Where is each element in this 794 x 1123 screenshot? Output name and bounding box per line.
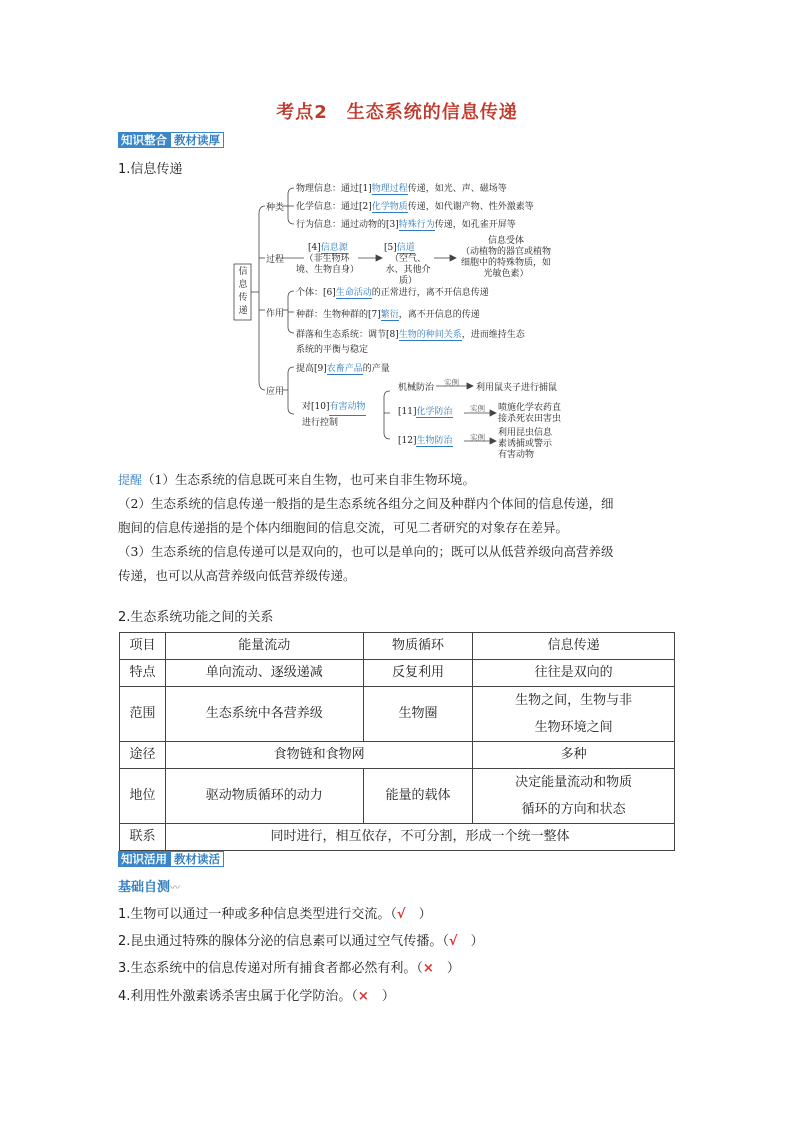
table-cell: 往往是双向的	[473, 660, 675, 687]
process-receiver: 信息受体 （动植物的器官或植物细胞中的特殊物质，如光敏色素）	[460, 236, 551, 279]
quiz-item: 3.生态系统中的信息传递对所有捕食者都必然有利。（× ）	[118, 961, 460, 976]
effect-individual: 个体：[6]生命活动的正常进行，离不开信息传递	[296, 285, 489, 299]
page-title: 考点2 生态系统的信息传递	[276, 102, 518, 123]
control-chemical: [11]化学防治	[398, 404, 453, 418]
answer-blank: 生物的种间关系	[399, 327, 462, 341]
answer-blank: 物理过程	[372, 181, 408, 195]
root-char: 递	[238, 306, 248, 316]
table-cell: 生态系统中各营养级	[165, 687, 363, 742]
kinds-label: 种类	[266, 203, 285, 213]
apply-label: 应用	[266, 387, 285, 397]
table-cell: 联系	[120, 824, 166, 851]
biological-example: 利用昆虫信息素诱捕或警示有害动物	[498, 428, 553, 460]
answer-blank: 有害动物	[329, 400, 365, 416]
note-3: （3）生态系统的信息传递可以是双向的，也可以是单向的；既可以从低营养级向高营养级	[118, 544, 614, 559]
answer-blank: 化学物质	[372, 199, 408, 213]
note-2-cont: 胞间的信息传递指的是个体内细胞间的信息交流，可见二者研究的对象存在差异。	[118, 520, 569, 535]
effect-population: 种群：生物种群的[7]繁衍，离不开信息的传递	[296, 307, 480, 321]
section-tag-practice	[118, 851, 224, 867]
table-row	[120, 660, 675, 687]
kind-physical: 物理信息：通过[1]物理过程传递，如光、声、磁场等	[296, 181, 507, 195]
root-char: 信	[238, 267, 248, 277]
process-source-note: （非生物环境、生物自身）	[296, 254, 360, 275]
answer-blank: 信道	[397, 240, 415, 254]
cross-mark: ×	[357, 989, 369, 1004]
table-row	[120, 824, 675, 851]
table-cell: 能量的载体	[363, 769, 473, 824]
answer-blank: 生物防治	[416, 433, 452, 447]
table-cell: 信息传递	[473, 633, 675, 660]
mechanical-example: 利用鼠夹子进行捕鼠	[476, 383, 558, 393]
effect-community: 群落和生态系统：调节[8]生物的种间关系，进而维持生态	[296, 327, 525, 341]
quiz-item: 4.利用性外激素诱杀害虫属于化学防治。（× ）	[118, 989, 395, 1004]
quiz-heading: 基础自测〰	[118, 880, 181, 895]
effect-label: 作用	[266, 309, 285, 319]
table-cell: 决定能量流动和物质 循环的方向和状态	[473, 769, 675, 824]
mindmap-root	[237, 266, 249, 318]
apply-control: 对[10]有害动物 进行控制	[302, 402, 366, 428]
table-header	[120, 633, 675, 660]
effect-community-cont: 系统的平衡与稳定	[296, 345, 369, 355]
control-mechanical: 机械防治	[398, 383, 435, 393]
chemical-example: 喷施化学农药直接杀死农田害虫	[498, 403, 562, 424]
section-heading: 2.生态系统功能之间的关系	[118, 610, 274, 625]
answer-blank: 生命活动	[336, 285, 372, 299]
tag-sublabel: 教材读活	[170, 851, 224, 867]
process-channel-note: （空气、水、其他介质）	[385, 254, 431, 286]
reminder-label: 提醒	[118, 473, 143, 487]
mindmap	[118, 176, 678, 466]
table-cell: 范围	[120, 687, 166, 742]
answer-blank: 化学防治	[416, 404, 452, 418]
table-cell: 项目	[120, 633, 166, 660]
process-label: 过程	[266, 255, 285, 265]
answer-blank: 信息源	[321, 240, 348, 254]
answer-blank: 繁衍	[381, 307, 399, 321]
answer-blank: 特殊行为	[399, 217, 435, 231]
section-tag-knowledge	[118, 132, 224, 148]
tag-label: 知识整合	[118, 132, 170, 148]
table-cell: 生物圈	[363, 687, 473, 742]
answer-blank: 农畜产品	[327, 361, 363, 375]
table-row	[120, 687, 675, 742]
kind-chemical: 化学信息：通过[2]化学物质传递，如代谢产物、性外激素等	[296, 199, 534, 213]
table-cell: 单向流动、逐级递减	[165, 660, 363, 687]
process-source: [4]信息源	[308, 240, 348, 254]
root-char: 传	[238, 293, 248, 303]
cross-mark: ×	[422, 961, 434, 976]
root-char: 息	[238, 280, 248, 290]
table-row	[120, 742, 675, 769]
example-tag: 实例	[470, 433, 485, 442]
table-cell: 驱动物质循环的动力	[165, 769, 363, 824]
reminder-notes	[118, 468, 678, 588]
kind-behavior: 行为信息：通过动物的[3]特殊行为传递，如孔雀开屏等	[296, 217, 516, 231]
table-cell: 食物链和食物网	[165, 742, 472, 769]
table-cell: 地位	[120, 769, 166, 824]
quiz-item: 1.生物可以通过一种或多种信息类型进行交流。（√ ）	[118, 907, 432, 922]
table-cell: 特点	[120, 660, 166, 687]
check-mark: √	[448, 934, 458, 949]
table-cell: 同时进行，相互依存，不可分割，形成一个统一整体	[165, 824, 674, 851]
quiz-item: 2.昆虫通过特殊的腺体分泌的信息素可以通过空气传播。（√ ）	[118, 934, 484, 949]
wave-icon: 〰	[170, 883, 181, 894]
note-3-cont: 传递，也可以从高营养级向低营养级传递。	[118, 568, 356, 583]
table-cell: 能量流动	[165, 633, 363, 660]
tag-sublabel: 教材读厚	[170, 132, 224, 148]
function-relation-table	[119, 632, 675, 851]
table-cell: 反复利用	[363, 660, 473, 687]
apply-raise: 提高[9]农畜产品的产量	[296, 361, 390, 375]
table-cell: 物质循环	[363, 633, 473, 660]
check-mark: √	[396, 907, 406, 922]
note-2: （2）生态系统的信息传递一般指的是生态系统各组分之间及种群内个体间的信息传递，细	[118, 496, 614, 511]
process-channel: [5]信道	[384, 240, 415, 254]
note-1: 提醒（1）生态系统的信息既可来自生物，也可来自非生物环境。	[118, 472, 475, 487]
tag-label: 知识活用	[118, 851, 170, 867]
control-biological: [12]生物防治	[398, 433, 453, 447]
table-row	[120, 769, 675, 824]
example-tag: 实例	[470, 404, 485, 413]
section-heading: 1.信息传递	[118, 162, 183, 177]
table-cell: 途径	[120, 742, 166, 769]
example-tag: 实例	[444, 378, 459, 387]
table-cell: 生物之间，生物与非 生物环境之间	[473, 687, 675, 742]
table-cell: 多种	[473, 742, 675, 769]
